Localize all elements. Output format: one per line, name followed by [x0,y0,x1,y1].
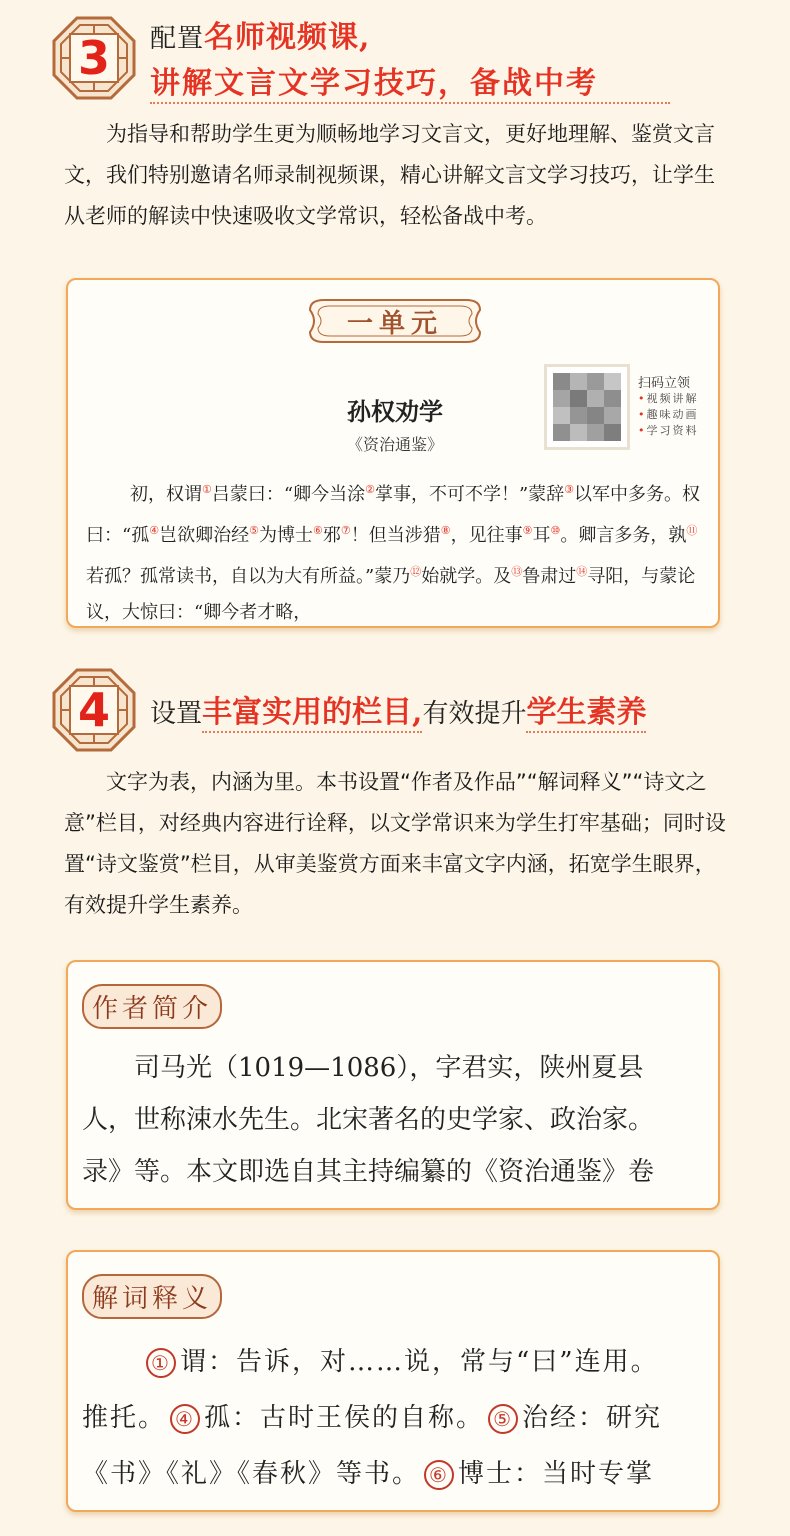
lesson-sample-card [66,278,720,628]
lesson-text-run: 掌事，不可不学！”蒙辞 [374,484,565,505]
lesson-text-run: 若孤？孤常读书，自以为大有所益。”蒙乃 [86,566,411,587]
footnote-marker[interactable]: ⑨ [522,524,533,537]
lesson-text-run: 岂欲卿治经 [159,525,250,546]
gloss-card [66,1250,720,1512]
author-intro-tag: 作者简介 [82,984,222,1029]
section-number-badge [52,16,136,100]
lesson-body-text [86,472,706,628]
section3-paragraph: 为指导和帮助学生更为顺畅地学习文言文，更好地理解、鉴赏文言文，我们特别邀请名师录制视频课，精心讲解文言文学习技巧，让学生从老师的解读中快速吸收文学常识，轻松备战中考。 [64,122,715,228]
footnote-marker[interactable]: ① [202,483,212,496]
footnote-marker[interactable]: ⑩ [550,524,561,537]
section-number: 3 [77,31,110,85]
lesson-text-run: ，见往事 [450,525,523,546]
lesson-text-run: 吕蒙曰：“卿今当涂 [211,484,366,505]
footnote-marker[interactable]: ⑥ [312,524,323,537]
qr-pattern [553,373,621,441]
lesson-title: 孙权劝学 [347,397,443,426]
lesson-text-run: 耳 [532,525,551,546]
footnote-marker[interactable]: ⑬ [511,565,523,578]
lesson-text-run: 为博士 [258,525,313,546]
footnote-number: ⑥ [424,1460,454,1490]
author-intro-card [66,960,720,1210]
lesson-text-run: 鲁肃过 [522,566,577,587]
lesson-source: 《资治通鉴》 [346,435,443,454]
qr-item: •趣味动画 [638,408,699,421]
section-number: 4 [77,683,110,737]
section3-title-line1: 配置名师视频课, [150,20,371,55]
section4-header [52,668,646,752]
qr-code[interactable] [544,364,630,450]
section4-title: 设置 丰富实用的栏目, 有效提升 学生素养 [150,687,646,733]
gloss-line: ① 谓：告诉，对……说，常与“曰”连用。 [82,1336,720,1388]
qr-item: •学习资料 [638,424,699,437]
lesson-text-run: 初，权谓 [130,484,202,505]
footnote-marker[interactable]: ⑦ [340,524,351,537]
lesson-text-run: 。卿言多务，孰 [560,525,687,546]
footnote-number: ① [146,1348,176,1378]
footnote-marker[interactable]: ③ [564,483,575,496]
author-line: 录》等。本文即选自其主持编纂的《资治通鉴》卷 [82,1157,655,1187]
unit-label: 一单元 [346,308,443,339]
footnote-marker[interactable]: ⑭ [576,565,588,578]
section-number-badge [52,668,136,752]
gloss-tag: 解词释义 [82,1274,222,1319]
gloss-line: 《书》《礼》《春秋》等书。 ⑥ 博士：当时专掌 [82,1459,655,1489]
qr-title: 扫码立领 [638,376,691,391]
qr-info [638,372,699,439]
lesson-text-run: 以军中多务。权曰：“孤 [86,484,701,546]
section3-title-line2: 讲解文言文学习技巧，备战中考 [150,58,670,104]
lesson-text-run: 寻阳，与蒙论议，大惊曰：“卿今者才略， [86,566,696,623]
lesson-text-run: 邪 [322,525,341,546]
lesson-text-run: ！但当涉猎 [350,525,441,546]
gloss-line: 推托。 ④ 孤：古时王侯的自称。 ⑤ 治经：研究 [82,1403,663,1433]
qr-item: •视频讲解 [638,392,699,405]
author-line: 司马光（1019—1086），字君实，陕州夏县 [134,1053,644,1083]
section3-header [52,12,670,104]
footnote-number: ⑤ [488,1404,518,1434]
footnote-marker[interactable]: ⑪ [686,524,698,537]
unit-banner [304,294,486,348]
section4-paragraph: 文字为表，内涵为里。本书设置“作者及作品”“解词释义”“诗文之意”栏目，对经典内容进行诠释，以文学常识来为学生打牢基础；同时设置“诗文鉴赏”栏目，从审美鉴赏方面来丰富文字内涵，拓宽学生眼界，有效提升学生素养。 [64,770,726,917]
footnote-marker[interactable]: ⑤ [249,524,259,537]
lesson-text-run: 始就学。及 [421,566,512,587]
footnote-marker[interactable]: ⑧ [440,524,451,537]
footnote-marker[interactable]: ⑫ [410,565,422,578]
footnote-marker[interactable]: ④ [149,524,160,537]
author-line: 人，世称涑水先生。北宋著名的史学家、政治家。 [82,1105,655,1135]
footnote-marker[interactable]: ② [365,483,375,496]
footnote-number: ④ [170,1404,200,1434]
